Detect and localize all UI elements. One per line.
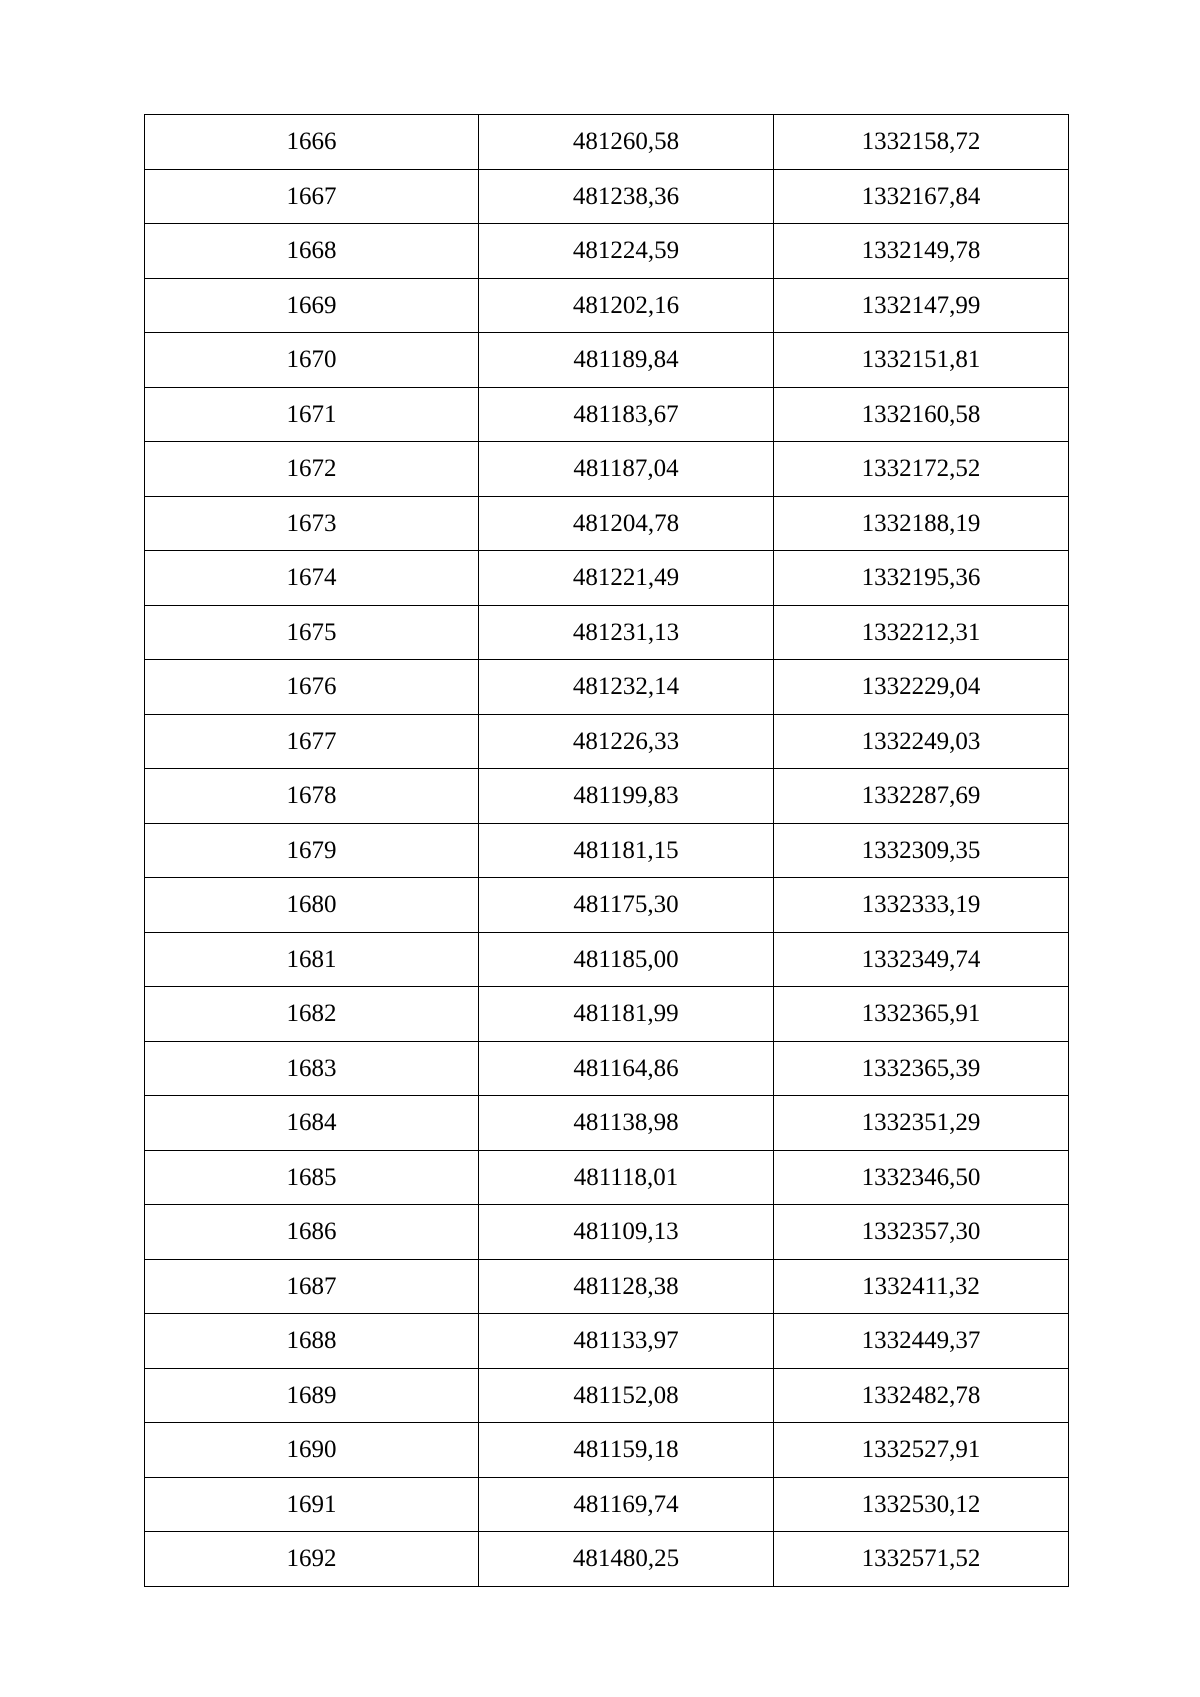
y-coordinate-cell: 1332195,36 (774, 551, 1069, 606)
y-coordinate-cell: 1332229,04 (774, 660, 1069, 715)
point-number-cell: 1690 (145, 1423, 479, 1478)
x-coordinate-cell: 481224,59 (479, 224, 774, 279)
point-number-cell: 1671 (145, 387, 479, 442)
y-coordinate-cell: 1332309,35 (774, 823, 1069, 878)
y-coordinate-cell: 1332147,99 (774, 278, 1069, 333)
table-row (145, 1205, 1069, 1260)
y-coordinate-cell: 1332349,74 (774, 932, 1069, 987)
x-coordinate-cell: 481175,30 (479, 878, 774, 933)
point-number-cell: 1688 (145, 1314, 479, 1369)
table-row (145, 932, 1069, 987)
point-number-cell: 1680 (145, 878, 479, 933)
point-number-cell: 1669 (145, 278, 479, 333)
table-row (145, 605, 1069, 660)
y-coordinate-cell: 1332167,84 (774, 169, 1069, 224)
y-coordinate-cell: 1332333,19 (774, 878, 1069, 933)
y-coordinate-cell: 1332249,03 (774, 714, 1069, 769)
table-row (145, 987, 1069, 1042)
x-coordinate-cell: 481118,01 (479, 1150, 774, 1205)
table-row (145, 333, 1069, 388)
y-coordinate-cell: 1332149,78 (774, 224, 1069, 279)
x-coordinate-cell: 481226,33 (479, 714, 774, 769)
point-number-cell: 1686 (145, 1205, 479, 1260)
table-row (145, 1477, 1069, 1532)
point-number-cell: 1670 (145, 333, 479, 388)
y-coordinate-cell: 1332351,29 (774, 1096, 1069, 1151)
x-coordinate-cell: 481159,18 (479, 1423, 774, 1478)
x-coordinate-cell: 481109,13 (479, 1205, 774, 1260)
y-coordinate-cell: 1332346,50 (774, 1150, 1069, 1205)
x-coordinate-cell: 481138,98 (479, 1096, 774, 1151)
table-row (145, 387, 1069, 442)
x-coordinate-cell: 481480,25 (479, 1532, 774, 1587)
table-row (145, 1041, 1069, 1096)
point-number-cell: 1676 (145, 660, 479, 715)
y-coordinate-cell: 1332411,32 (774, 1259, 1069, 1314)
point-number-cell: 1678 (145, 769, 479, 824)
x-coordinate-cell: 481187,04 (479, 442, 774, 497)
point-number-cell: 1682 (145, 987, 479, 1042)
point-number-cell: 1685 (145, 1150, 479, 1205)
point-number-cell: 1691 (145, 1477, 479, 1532)
point-number-cell: 1673 (145, 496, 479, 551)
table-row (145, 1259, 1069, 1314)
table-row (145, 1423, 1069, 1478)
point-number-cell: 1677 (145, 714, 479, 769)
point-number-cell: 1667 (145, 169, 479, 224)
table-row (145, 551, 1069, 606)
table-row (145, 714, 1069, 769)
table-row (145, 169, 1069, 224)
point-number-cell: 1684 (145, 1096, 479, 1151)
x-coordinate-cell: 481232,14 (479, 660, 774, 715)
y-coordinate-cell: 1332365,91 (774, 987, 1069, 1042)
y-coordinate-cell: 1332482,78 (774, 1368, 1069, 1423)
point-number-cell: 1666 (145, 115, 479, 170)
x-coordinate-cell: 481128,38 (479, 1259, 774, 1314)
x-coordinate-cell: 481181,15 (479, 823, 774, 878)
x-coordinate-cell: 481133,97 (479, 1314, 774, 1369)
table-row (145, 442, 1069, 497)
y-coordinate-cell: 1332158,72 (774, 115, 1069, 170)
x-coordinate-cell: 481199,83 (479, 769, 774, 824)
x-coordinate-cell: 481221,49 (479, 551, 774, 606)
table-row (145, 278, 1069, 333)
y-coordinate-cell: 1332172,52 (774, 442, 1069, 497)
x-coordinate-cell: 481169,74 (479, 1477, 774, 1532)
table-row (145, 115, 1069, 170)
y-coordinate-cell: 1332188,19 (774, 496, 1069, 551)
point-number-cell: 1675 (145, 605, 479, 660)
y-coordinate-cell: 1332212,31 (774, 605, 1069, 660)
point-number-cell: 1687 (145, 1259, 479, 1314)
table-row (145, 1368, 1069, 1423)
x-coordinate-cell: 481183,67 (479, 387, 774, 442)
table-row (145, 1150, 1069, 1205)
point-number-cell: 1689 (145, 1368, 479, 1423)
table-row (145, 224, 1069, 279)
point-number-cell: 1668 (145, 224, 479, 279)
table-row (145, 1314, 1069, 1369)
x-coordinate-cell: 481238,36 (479, 169, 774, 224)
x-coordinate-cell: 481202,16 (479, 278, 774, 333)
y-coordinate-cell: 1332357,30 (774, 1205, 1069, 1260)
coordinates-table (144, 114, 1069, 1587)
point-number-cell: 1679 (145, 823, 479, 878)
y-coordinate-cell: 1332571,52 (774, 1532, 1069, 1587)
x-coordinate-cell: 481185,00 (479, 932, 774, 987)
point-number-cell: 1683 (145, 1041, 479, 1096)
y-coordinate-cell: 1332527,91 (774, 1423, 1069, 1478)
coordinates-table-body (145, 115, 1069, 1587)
y-coordinate-cell: 1332287,69 (774, 769, 1069, 824)
point-number-cell: 1681 (145, 932, 479, 987)
table-row (145, 660, 1069, 715)
x-coordinate-cell: 481164,86 (479, 1041, 774, 1096)
point-number-cell: 1672 (145, 442, 479, 497)
table-row (145, 823, 1069, 878)
y-coordinate-cell: 1332449,37 (774, 1314, 1069, 1369)
table-row (145, 878, 1069, 933)
table-row (145, 1532, 1069, 1587)
point-number-cell: 1674 (145, 551, 479, 606)
table-row (145, 769, 1069, 824)
x-coordinate-cell: 481260,58 (479, 115, 774, 170)
y-coordinate-cell: 1332530,12 (774, 1477, 1069, 1532)
x-coordinate-cell: 481189,84 (479, 333, 774, 388)
point-number-cell: 1692 (145, 1532, 479, 1587)
table-row (145, 496, 1069, 551)
x-coordinate-cell: 481204,78 (479, 496, 774, 551)
x-coordinate-cell: 481152,08 (479, 1368, 774, 1423)
x-coordinate-cell: 481231,13 (479, 605, 774, 660)
y-coordinate-cell: 1332365,39 (774, 1041, 1069, 1096)
y-coordinate-cell: 1332151,81 (774, 333, 1069, 388)
y-coordinate-cell: 1332160,58 (774, 387, 1069, 442)
x-coordinate-cell: 481181,99 (479, 987, 774, 1042)
table-row (145, 1096, 1069, 1151)
